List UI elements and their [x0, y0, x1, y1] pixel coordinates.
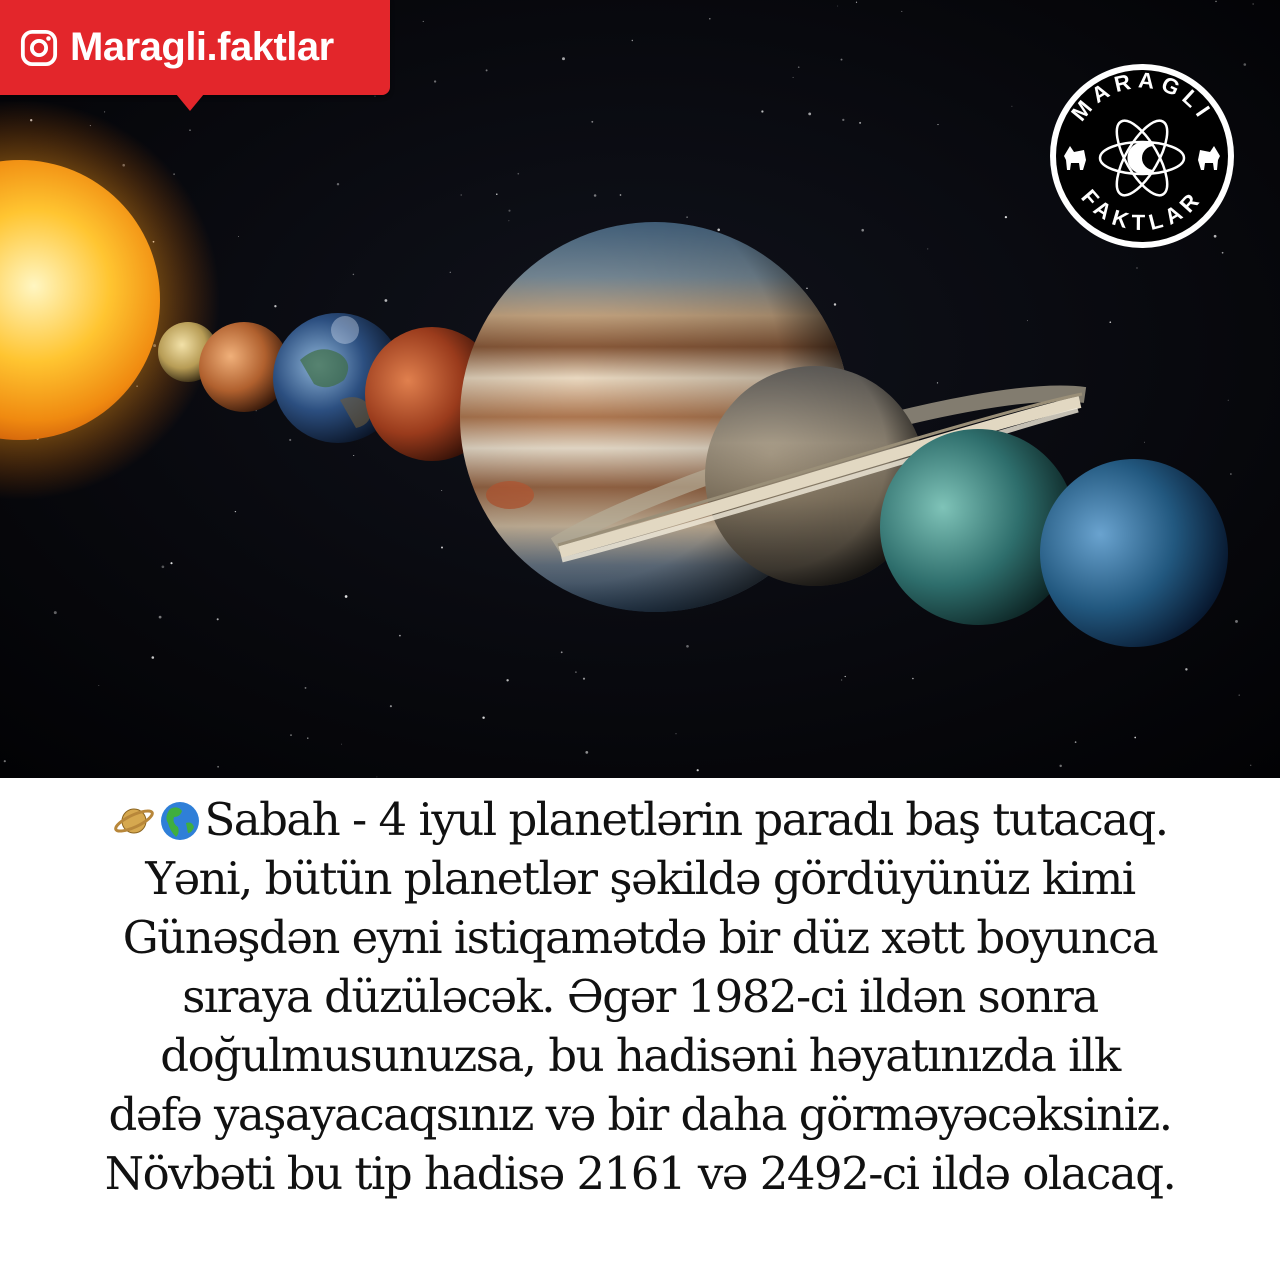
star: [841, 59, 843, 61]
caption-line-4: sıraya düzüləcək. Əgər 1982-ci ildən sonra: [182, 970, 1098, 1023]
star: [1228, 400, 1229, 401]
instagram-banner: [0, 0, 390, 95]
star: [859, 122, 861, 124]
star: [620, 194, 622, 196]
star: [162, 565, 165, 568]
star: [98, 685, 99, 686]
star: [423, 21, 424, 22]
star: [399, 635, 401, 637]
star: [390, 705, 392, 707]
caption-line-5: doğulmusunuzsa, bu hadisəni həyatınızda ilk: [160, 1029, 1120, 1082]
star: [496, 193, 497, 194]
logo-top-text: MARAGLI: [1066, 67, 1219, 126]
star: [861, 229, 864, 232]
star: [1059, 765, 1061, 767]
star: [901, 11, 902, 12]
star: [1185, 668, 1187, 670]
star: [561, 651, 563, 653]
star: [1075, 741, 1077, 743]
star: [337, 183, 339, 185]
star: [1134, 737, 1136, 739]
star: [104, 111, 105, 112]
star: [1243, 63, 1246, 66]
star: [482, 716, 484, 718]
caption: [0, 778, 1280, 1280]
maragli-faktlar-logo: [1046, 60, 1238, 252]
star: [450, 272, 451, 273]
star: [1250, 765, 1251, 766]
star: [353, 455, 354, 456]
star: [1239, 694, 1240, 695]
planet-neptune: [1040, 459, 1228, 647]
star: [1136, 267, 1137, 268]
star: [845, 676, 846, 677]
star: [575, 671, 577, 673]
star: [4, 760, 6, 762]
star: [508, 210, 510, 212]
star: [937, 124, 938, 125]
star: [676, 733, 677, 734]
star: [808, 113, 811, 116]
star: [1235, 620, 1238, 623]
star: [585, 751, 588, 754]
star: [385, 299, 388, 302]
star: [583, 678, 585, 680]
star: [937, 382, 938, 383]
star: [761, 110, 763, 112]
star: [461, 194, 462, 195]
star: [1027, 320, 1028, 321]
star: [517, 173, 519, 175]
star: [54, 611, 57, 614]
star: [1253, 3, 1254, 4]
star: [238, 236, 239, 237]
star: [1222, 252, 1224, 254]
star: [345, 595, 348, 598]
star: [1109, 321, 1111, 323]
star: [717, 229, 720, 232]
star: [1005, 216, 1007, 218]
star: [217, 618, 219, 620]
caption-line-7: Növbəti bu tip hadisə 2161 və 2492-ci ildə olacaq.: [104, 1147, 1176, 1200]
star: [506, 679, 508, 681]
star: [841, 679, 842, 680]
star: [235, 511, 236, 512]
star: [374, 96, 375, 97]
star: [274, 305, 276, 307]
star: [305, 687, 307, 689]
star: [927, 248, 928, 249]
star: [1011, 106, 1012, 107]
ringed-planet-icon: [112, 799, 156, 843]
star: [834, 303, 836, 305]
star: [152, 656, 155, 659]
globe-americas-icon: [158, 799, 202, 843]
star: [562, 57, 565, 60]
caption-line-6: dəfə yaşayacaqsınız və bir daha görməyəcəksiniz.: [108, 1088, 1172, 1141]
star: [159, 616, 162, 619]
instagram-handle: Maragli.faktlar: [70, 25, 334, 69]
star: [189, 130, 190, 131]
star: [856, 2, 857, 3]
caption-line-2: Yəni, bütün planetlər şəkildə gördüyünüz kimi: [145, 852, 1135, 905]
star: [686, 216, 688, 218]
star: [1144, 442, 1145, 443]
star: [697, 769, 699, 771]
star: [434, 80, 436, 82]
star: [806, 288, 807, 289]
star: [837, 6, 838, 7]
caption-line-3: Günəşdən eyni istiqamətdə bir düz xətt boyunca: [122, 911, 1158, 964]
instagram-icon: [20, 29, 58, 67]
star: [486, 69, 488, 71]
star: [1230, 473, 1232, 475]
star: [686, 645, 689, 648]
caption-line-1: [0, 790, 1280, 849]
star: [441, 490, 442, 491]
star: [441, 546, 443, 548]
star: [509, 220, 510, 221]
star: [290, 734, 292, 736]
star: [289, 439, 291, 441]
star: [594, 194, 597, 197]
star: [632, 40, 633, 41]
star: [341, 744, 342, 745]
logo-bottom-text: FAKTLAR: [1076, 184, 1208, 236]
star: [798, 66, 800, 68]
star: [1215, 1, 1217, 3]
star: [217, 766, 219, 768]
star: [353, 274, 355, 276]
star: [591, 121, 593, 123]
star: [842, 119, 844, 121]
star: [793, 77, 794, 78]
caption-line-1-text: Sabah - 4 iyul planetlərin paradı baş tutacaq.: [204, 793, 1168, 846]
star: [912, 678, 914, 680]
star: [170, 562, 172, 564]
star: [307, 737, 308, 738]
star: [709, 18, 711, 20]
